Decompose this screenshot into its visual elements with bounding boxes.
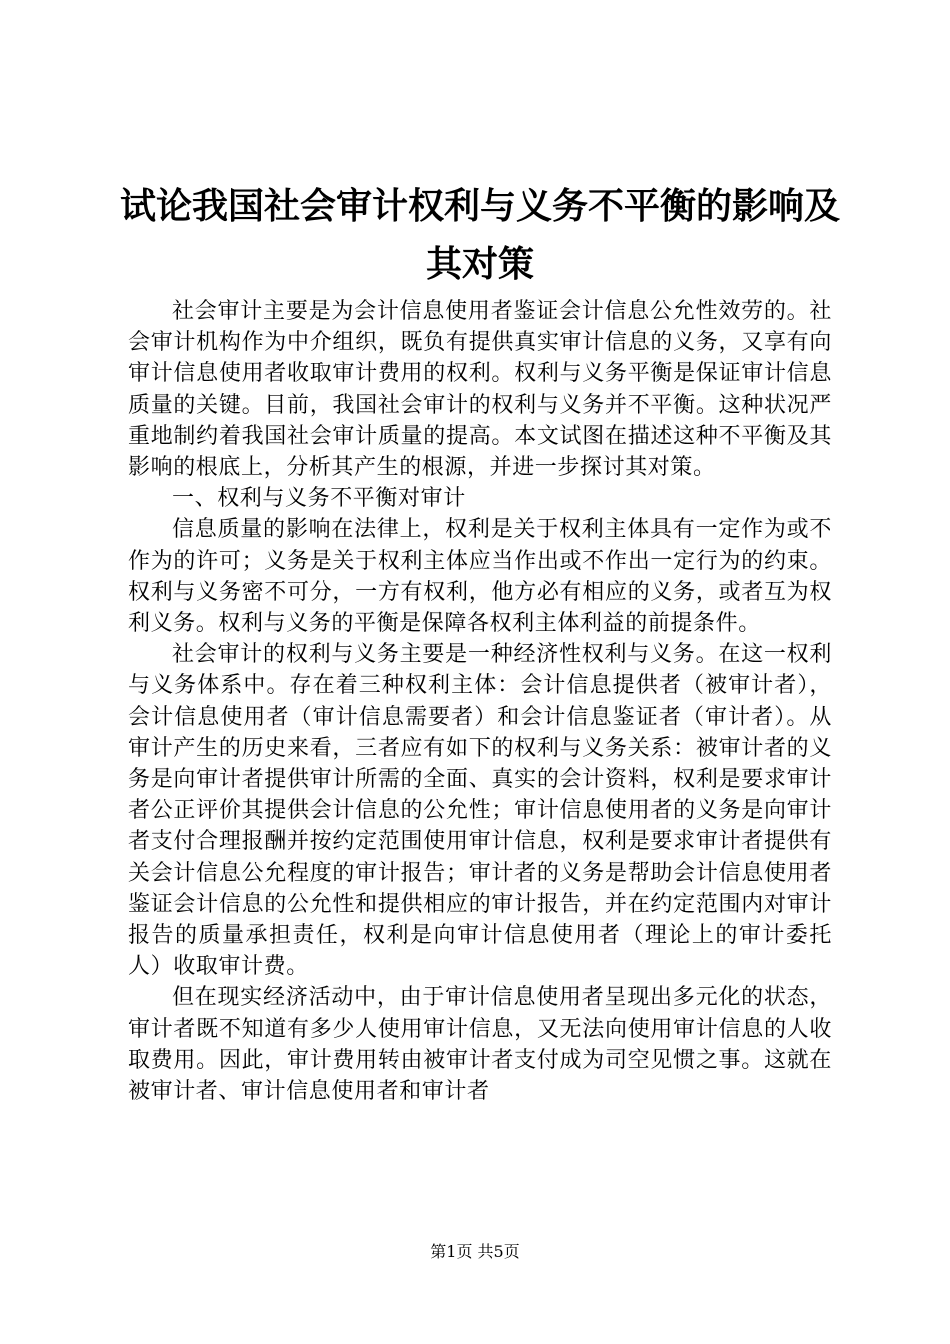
document-body xyxy=(128,296,832,1107)
section-heading: 一、权利与义务不平衡对审计 xyxy=(172,486,466,512)
page-footer: 第1页 共5页 xyxy=(430,1242,520,1261)
document-title xyxy=(120,178,840,294)
paragraph-reality: 但在现实经济活动中，由于审计信息使用者呈现出多元化的状态，审计者既不知道有多少人使用审计信息，又无法向使用审计信息的人收取费用。因此，审计费用转由被审计者支付成为司空见惯之事。这就在被审计者、审计信息使用者和审计者 xyxy=(128,985,832,1105)
paragraph-intro: 社会审计主要是为会计信息使用者鉴证会计信息公允性效劳的。社会审计机构作为中介组织，既负有提供真实审计信息的义务，又享有向审计信息使用者收取审计费用的权利。权利与义务平衡是保证审计信息质量的关键。目前，我国社会审计的权利与义务并不平衡。这种状况严重地制约着我国社会审计质量的提高。本文试图在描述这种不平衡及其影响的根底上，分析其产生的根源，并进一步探讨其对策。 xyxy=(128,299,832,481)
paragraph-rights-obligations: 社会审计的权利与义务主要是一种经济性权利与义务。在这一权利与义务体系中。存在着三种权利主体：会计信息提供者（被审计者），会计信息使用者（审计信息需要者）和会计信息鉴证者（审计者）。从审计产生的历史来看，三者应有如下的权利与义务关系：被审计者的义务是向审计者提供审计所需的全面、真实的会计资料，权利是要求审计者公正评价其提供会计信息的公允性；审计信息使用者的义务是向审计者支付合理报酬并按约定范围使用审计信息，权利是要求审计者提供有关会计信息公允程度的审计报告；审计者的义务是帮助会计信息使用者鉴证会计信息的公允性和提供相应的审计报告，并在约定范围内对审计报告的质量承担责任，权利是向审计信息使用者（理论上的审计委托人）收取审计费。 xyxy=(128,642,832,980)
title-line-1: 试论我国社会审计权利与义务不平衡的影响及 xyxy=(120,186,841,227)
title-line-2: 其对策 xyxy=(425,244,534,285)
paragraph-legal-definition: 信息质量的影响在法律上，权利是关于权利主体具有一定作为或不作为的许可；义务是关于权利主体应当作出或不作出一定行为的约束。权利与义务密不可分，一方有权利，他方必有相应的义务，或者互为权利义务。权利与义务的平衡是保障各权利主体利益的前提条件。 xyxy=(128,517,832,637)
